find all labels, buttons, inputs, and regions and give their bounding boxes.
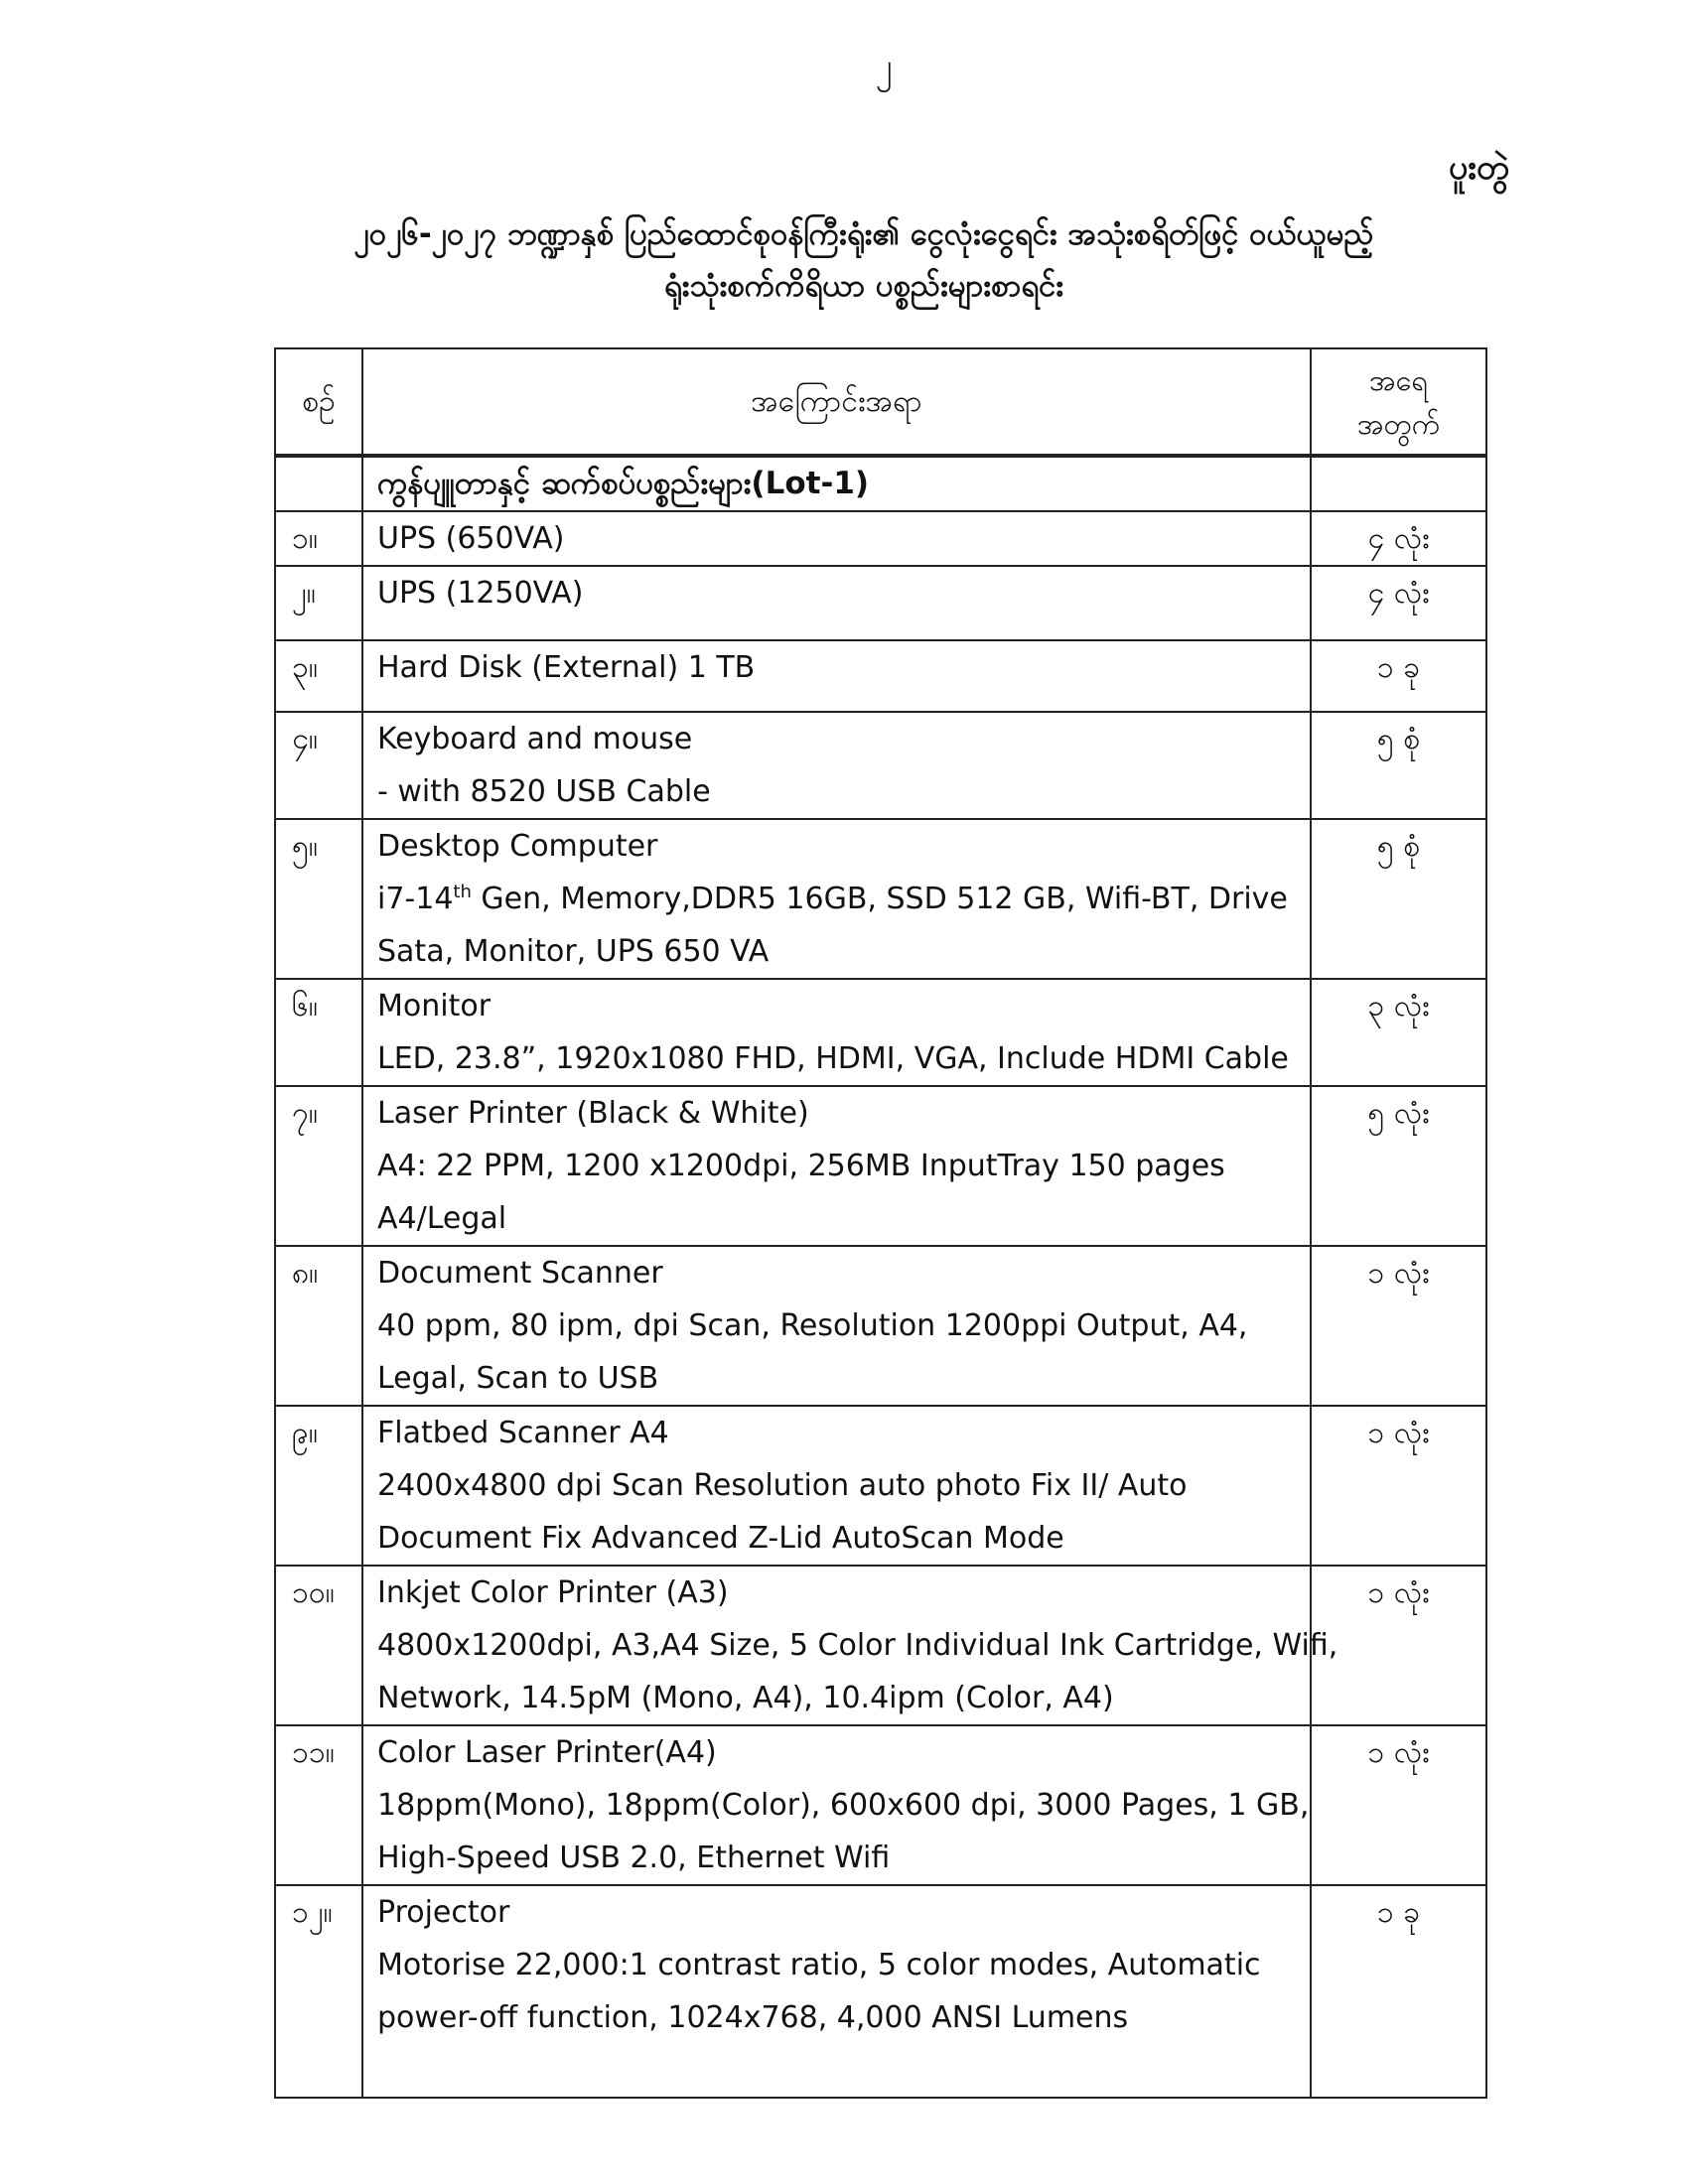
description-line: Flatbed Scanner A4 xyxy=(377,1416,669,1450)
table-row xyxy=(275,566,1486,640)
row-description xyxy=(362,566,1311,640)
row-quantity: ၄ လုံး xyxy=(1311,511,1486,566)
row-description xyxy=(362,1086,1311,1246)
description-line: A4/Legal xyxy=(377,1201,507,1236)
description-line: Desktop Computer xyxy=(377,829,658,864)
header-quantity-line2: အတွက် xyxy=(1356,406,1441,441)
row-number: ၁၀။ xyxy=(275,1566,362,1725)
row-description xyxy=(362,1246,1311,1406)
description-line: power-off function, 1024x768, 4,000 ANSI Lumens xyxy=(377,2000,1129,2035)
row-number: ၇။ xyxy=(275,1086,362,1246)
row-quantity: ၅ စုံ xyxy=(1311,819,1486,979)
title-line-2: ရုံးသုံးစက်ကိရိယာ ပစ္စည်းများစာရင်း xyxy=(663,268,1064,304)
row-number: ၂။ xyxy=(275,566,362,640)
row-quantity: ၁ လုံး xyxy=(1311,1725,1486,1885)
table-row xyxy=(275,640,1486,712)
equipment-table xyxy=(274,347,1487,2099)
description-line: Hard Disk (External) 1 TB xyxy=(377,650,756,685)
row-quantity: ၅ လုံး xyxy=(1311,1086,1486,1246)
row-number: ၃။ xyxy=(275,640,362,712)
header-quantity-line1: အရေ xyxy=(1368,362,1429,397)
row-quantity: ၁ လုံး xyxy=(1311,1566,1486,1725)
row-quantity: ၄ လုံး xyxy=(1311,566,1486,640)
row-number: ၁၁။ xyxy=(275,1725,362,1885)
table-row xyxy=(275,1885,1486,2098)
description-line: Motorise 22,000:1 contrast ratio, 5 color modes, Automatic xyxy=(377,1948,1261,1982)
description-line: Sata, Monitor, UPS 650 VA xyxy=(377,934,770,969)
description-line: Network, 14.5pM (Mono, A4), 10.4ipm (Color, A4) xyxy=(377,1681,1114,1715)
row-description xyxy=(362,1885,1311,2098)
description-line: 4800x1200dpi, A3,A4 Size, 5 Color Individual Ink Cartridge, Wifi, xyxy=(377,1628,1338,1663)
page-number: ၂ xyxy=(875,47,893,86)
section-title: ကွန်ပျူတာနှင့် ဆက်စပ်ပစ္စည်းများ(Lot-1) xyxy=(362,456,1311,511)
row-number: ၁။ xyxy=(275,511,362,566)
row-number: ၅။ xyxy=(275,819,362,979)
annex-label: ပူးတွဲ xyxy=(1448,148,1509,188)
table-row xyxy=(275,1246,1486,1406)
description-line: UPS (1250VA) xyxy=(377,576,584,611)
table-row xyxy=(275,979,1486,1086)
description-line: 2400x4800 dpi Scan Resolution auto photo Fix II/ Auto xyxy=(377,1468,1188,1503)
row-description xyxy=(362,1566,1338,1725)
row-number: ၄။ xyxy=(275,712,362,819)
table-row xyxy=(275,1406,1486,1566)
table-header-row xyxy=(275,348,1486,456)
description-line: Keyboard and mouse xyxy=(377,722,693,756)
row-description xyxy=(362,640,1311,712)
row-quantity: ၁ လုံး xyxy=(1311,1406,1486,1566)
description-line: Laser Printer (Black & White) xyxy=(377,1096,809,1131)
description-line: High-Speed USB 2.0, Ethernet Wifi xyxy=(377,1841,891,1875)
description-line: Monitor xyxy=(377,989,492,1024)
row-description xyxy=(362,712,1311,819)
table-row xyxy=(275,1566,1486,1725)
description-line: A4: 22 PPM, 1200 x1200dpi, 256MB InputTray 150 pages xyxy=(377,1149,1225,1183)
description-line: Document Scanner xyxy=(377,1256,663,1291)
row-number: ၁၂။ xyxy=(275,1885,362,2098)
table-row xyxy=(275,1725,1486,1885)
row-quantity: ၅ စုံ xyxy=(1311,712,1486,819)
row-quantity: ၁ ခု xyxy=(1311,1885,1486,2098)
title-line-1: ၂၀၂၆-၂၀၂၇ ဘဏ္ဍာနှစ် ပြည်ထောင်စုဝန်ကြီးရုံး၏ ငွေလုံးငွေရင်း အသုံးစရိတ်ဖြင့် ဝယ်ယူမည့် xyxy=(353,216,1374,252)
header-no: စဉ် xyxy=(275,348,362,456)
table-row xyxy=(275,712,1486,819)
description-line: Color Laser Printer(A4) xyxy=(377,1735,717,1770)
row-quantity: ၁ ခု xyxy=(1311,640,1486,712)
description-line: 18ppm(Mono), 18ppm(Color), 600x600 dpi, 3000 Pages, 1 GB, xyxy=(377,1788,1310,1823)
description-line: - with 8520 USB Cable xyxy=(377,774,711,809)
section-qty-cell xyxy=(1311,456,1486,511)
row-description xyxy=(362,819,1311,979)
table-row xyxy=(275,1086,1486,1246)
row-quantity: ၃ လုံး xyxy=(1311,979,1486,1086)
document-title xyxy=(199,208,1529,312)
description-line: Projector xyxy=(377,1895,510,1930)
row-number: ၉။ xyxy=(275,1406,362,1566)
description-line: Document Fix Advanced Z-Lid AutoScan Mode xyxy=(377,1521,1064,1556)
header-description: အကြောင်းအရာ xyxy=(362,348,1311,456)
description-line: Legal, Scan to USB xyxy=(377,1361,659,1396)
description-line: UPS (650VA) xyxy=(377,521,565,556)
row-description xyxy=(362,511,1311,566)
description-line: i7-14th Gen, Memory,DDR5 16GB, SSD 512 GB, Wifi-BT, Drive xyxy=(377,882,1288,916)
table-row xyxy=(275,819,1486,979)
row-description xyxy=(362,1406,1311,1566)
description-line: Inkjet Color Printer (A3) xyxy=(377,1575,729,1610)
description-line: LED, 23.8”, 1920x1080 FHD, HDMI, VGA, Include HDMI Cable xyxy=(377,1041,1289,1076)
section-row xyxy=(275,456,1486,511)
row-description xyxy=(362,1725,1311,1885)
row-number: ၈။ xyxy=(275,1246,362,1406)
row-description xyxy=(362,979,1311,1086)
description-line: 40 ppm, 80 ipm, dpi Scan, Resolution 1200ppi Output, A4, xyxy=(377,1308,1248,1343)
row-quantity: ၁ လုံး xyxy=(1311,1246,1486,1406)
table-row xyxy=(275,511,1486,566)
header-quantity xyxy=(1311,348,1486,456)
section-no-cell xyxy=(275,456,362,511)
row-number: ၆။ xyxy=(275,979,362,1086)
